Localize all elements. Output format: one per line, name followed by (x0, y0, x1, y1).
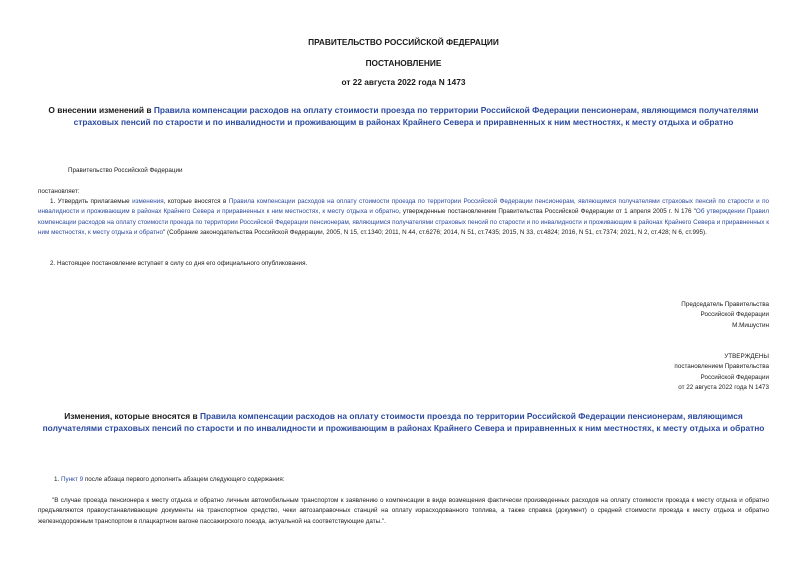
point-9-link[interactable]: Пункт 9 (61, 476, 84, 483)
approved-country: Российской Федерации (700, 373, 769, 381)
changes-title (38, 410, 769, 434)
document-date-number: от 22 августа 2022 года N 1473 (341, 77, 466, 87)
document-title (38, 104, 769, 128)
title-rules-link[interactable]: Правила компенсации расходов на оплату стоимости проезда по территории Российской Федерации пенсионерам, являющимся получателями страховых пенсий по старости и по инвалидности и проживающим в районах Крайнего Севера и приравненных к ним местностях, к месту отдыха и обратно (73, 105, 759, 127)
approved-date: от 22 августа 2022 года N 1473 (678, 384, 769, 392)
issuer: Правительство Российской Федерации (68, 167, 183, 174)
resolution-176-link[interactable]: Об утверждении Правил компенсации расходов на оплату стоимости проезда по территории Российской Федерации пенсионерам, являющимся получателями страховых пенсий по старости и по инвалидности и проживающим в районах Крайнего Севера и приравненных к ним местностях, к месту отдыха и обратно (38, 208, 769, 237)
change-item-1 (54, 475, 285, 485)
document-type: ПОСТАНОВЛЕНИЕ (365, 58, 442, 68)
signature-name: М.Мишустин (732, 321, 769, 329)
government-heading: ПРАВИТЕЛЬСТВО РОССИЙСКОЙ ФЕДЕРАЦИИ (308, 37, 499, 47)
signature-country: Российской Федерации (700, 311, 769, 319)
decides-label: постановляет: (38, 188, 80, 195)
signature-block (681, 300, 769, 331)
rules-link[interactable]: Правила компенсации расходов на оплату стоимости проезда по территории Российской Федерации пенсионерам, являющимся получателями страховых пенсий по старости и по инвалидности и проживающим в районах Крайнего Севера и приравненных к ним местностях, к месту отдыха и обратно (38, 198, 769, 216)
item-2-paragraph: 2. Настоящее постановление вступает в силу со дня его официального опубликования. (50, 260, 308, 267)
item-1-text-d: " (Собрание законодательства Российской Федерации, 2005, N 15, ст.1340; 2011, N 44, ст.6276; 2014, N 51, ст.7435; 2015, N 33, ст.4824; 2016, N 51, ст.7374; 2021, N 2, ст.428; N 6, ст.995). (163, 229, 707, 237)
change-item-1-text: после абзаца первого дополнить абзацем следующего содержания: (83, 476, 285, 483)
approved-by: постановлением Правительства (674, 363, 769, 371)
item-1-paragraph (38, 197, 769, 239)
changes-title-prefix: Изменения, которые вносятся в (64, 411, 200, 421)
change-item-1-number: 1. (54, 476, 62, 483)
approved-block (674, 352, 769, 394)
item-1-text-b: , которые вносятся в (163, 198, 229, 205)
item-1-text-c: , утвержденные постановлением Правительства Российской Федерации от 1 апреля 2005 г. N 176 " (398, 208, 696, 216)
item-1-text-a: 1. Утвердить прилагаемые (50, 198, 133, 205)
changes-link[interactable]: изменения (132, 198, 164, 205)
title-prefix: О внесении изменений в (48, 105, 154, 115)
changes-title-rules-link[interactable]: Правила компенсации расходов на оплату стоимости проезда по территории Российской Федерации пенсионерам, являющимся получателями страховых пенсий по старости и по инвалидности и проживающим в районах Крайнего Севера и приравненных к ним местностях, к месту отдыха и обратно (42, 411, 765, 433)
signature-position: Председатель Правительства (681, 301, 769, 308)
approved-heading: УТВЕРЖДЕНЫ (724, 353, 769, 360)
change-quote: "В случае проезда пенсионера к месту отдыха и обратно личным автомобильным транспортом к заявлению о компенсации в виде возмещения фактически произведенных расходов на оплату стоимости проезда к месту отдыха и обратно предъявляются правоустанавливающие документы на транспортное средство, чеки автозаправочных станций на оплату израсходованного топлива, а также справка (документ) о средней стоимости проезда к месту отдыха и обратно железнодорожным транспортом в плацкартном вагоне пассажирского поезда, актуальной на соответствующие даты.". (38, 497, 769, 525)
